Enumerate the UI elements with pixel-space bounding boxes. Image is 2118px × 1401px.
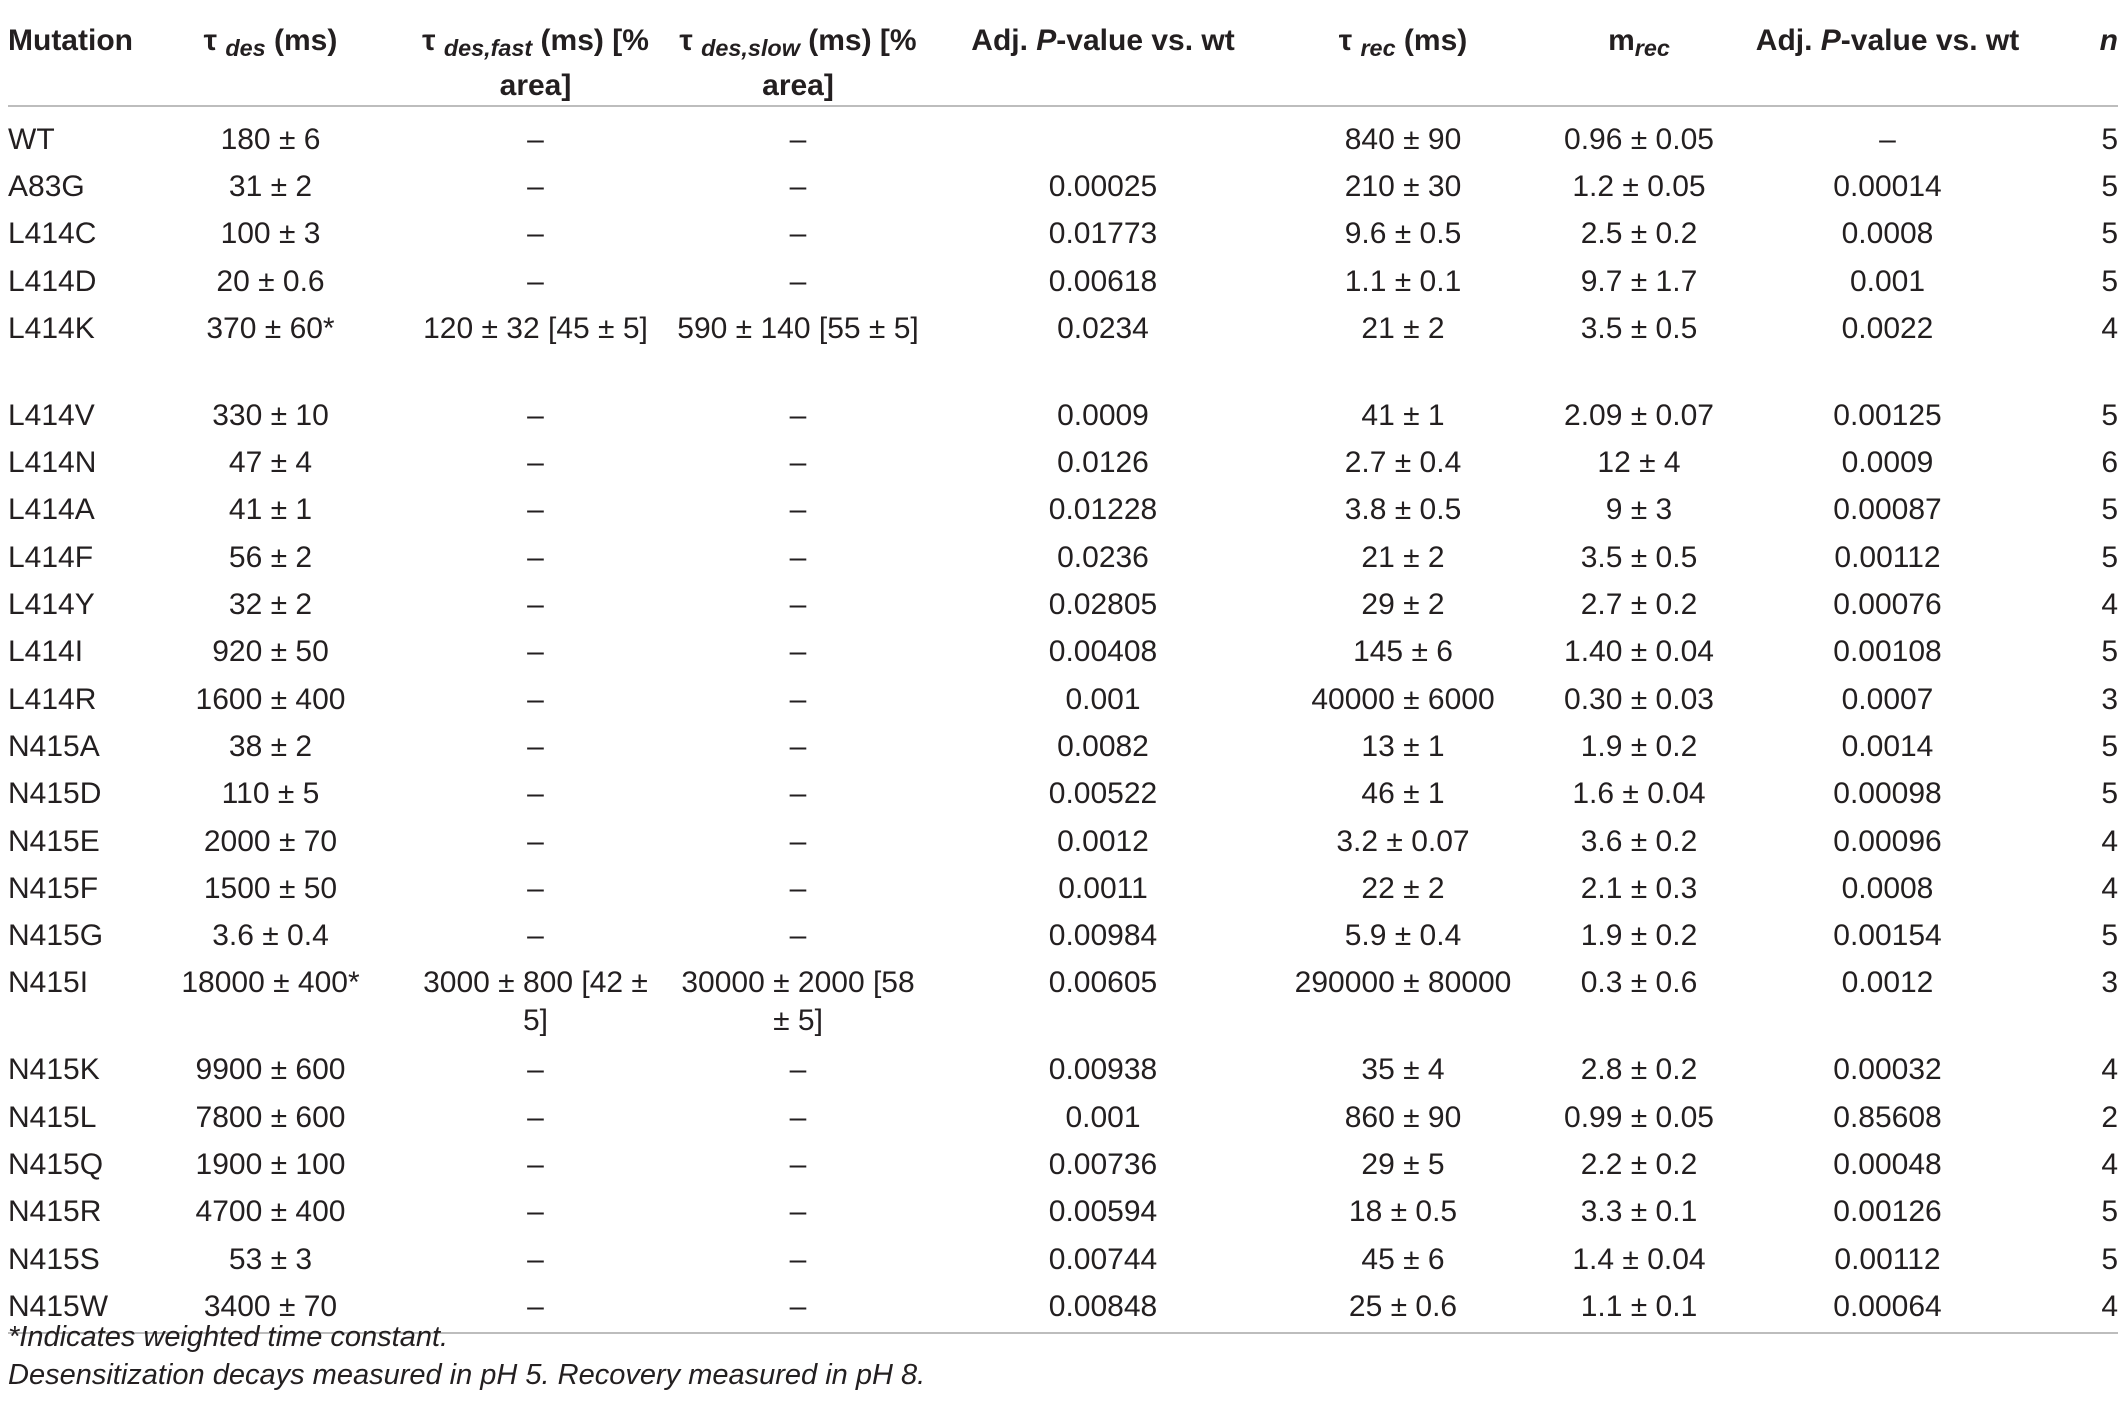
cell-tau-des: 7800 ± 600 [195,1100,346,1134]
cell-tau-rec: 21 ± 2 [1361,311,1445,345]
cell-tau-rec: 40000 ± 6000 [1311,682,1495,716]
cell-tau-des-fast: – [527,446,544,480]
cell-tau-des: 18000 ± 400* [181,966,360,1000]
header-text: (ms) [% area] [499,24,649,102]
cell-tau-des-slow: – [789,871,807,905]
header-text: m [1608,24,1635,57]
cell-adj-p-value-rec: 0.0022 [1841,311,1934,345]
cell-m-rec: 2.5 ± 0.2 [1580,217,1698,251]
cell-mutation: N415W [8,1279,138,1333]
cell-adj-p-value-rec: 0.0008 [1841,871,1934,905]
cell-tau-rec: 41 ± 1 [1361,398,1445,432]
cell-mutation: L414F [8,540,94,574]
header-italic: n [2099,24,2118,57]
header-text: (ms) [% area] [762,24,917,102]
cell-n: 5 [2101,540,2118,574]
cell-tau-des-slow: – [789,1053,807,1087]
header-subscript: rec [1634,34,1670,61]
cell-tau-des-slow: – [789,635,807,669]
cell-mutation: L414Y [8,588,95,622]
cell-m-rec: 0.3 ± 0.6 [1580,966,1698,1000]
cell-tau-rec: 45 ± 6 [1361,1242,1445,1276]
cell-m-rec: 1.6 ± 0.04 [1572,777,1706,811]
cell-tau-rec: 840 ± 90 [1344,123,1462,156]
header-text: τ [679,24,702,57]
cell-adj-p-value-des: 0.00025 [1048,170,1158,203]
cell-adj-p-value-rec: 0.00064 [1750,1279,2025,1333]
cell-mutation: L414C [8,217,97,251]
cell-n: 5 [2101,123,2118,156]
table-row [8,254,2118,301]
cell-adj-p-value-des [928,106,1278,159]
cell-m-rec: 2.8 ± 0.2 [1580,1053,1698,1087]
cell-adj-p-value-rec: – [1879,123,1896,156]
cell-tau-des-fast: – [527,919,544,953]
cell-m-rec: 1.4 ± 0.04 [1572,1242,1706,1276]
cell-tau-des: 110 ± 5 [221,777,320,811]
cell-tau-rec: 35 ± 4 [1361,1053,1445,1087]
cell-tau-des-fast: – [527,777,544,811]
cell-tau-rec: 145 ± 6 [1353,635,1453,669]
cell-tau-des-slow: – [789,540,807,574]
cell-tau-des-slow: – [789,170,807,203]
cell-tau-rec: 13 ± 1 [1361,729,1445,763]
cell-adj-p-value-des: 0.0011 [1058,871,1148,905]
cell-tau-des: 3.6 ± 0.4 [212,919,329,953]
cell-adj-p-value-des: 0.0012 [1057,824,1149,858]
cell-tau-des: 4700 ± 400 [195,1195,346,1229]
cell-m-rec: 1.40 ± 0.04 [1564,635,1714,669]
cell-tau-rec: 3.8 ± 0.5 [1344,493,1462,527]
column-header-tau-des-fast [403,6,668,106]
cell-adj-p-value-des: 0.00736 [1048,1148,1158,1182]
table-row [8,719,2118,766]
cell-mutation: N415G [8,919,104,953]
table-row [8,1090,2118,1137]
cell-n: 4 [2101,1148,2118,1182]
cell-tau-des-slow: – [789,682,807,716]
cell-mutation: N415I [8,966,89,1000]
cell-tau-des-fast: – [527,493,544,527]
cell-adj-p-value-des: 0.00938 [1048,1053,1158,1087]
column-header-tau-des-slow [668,6,928,106]
cell-tau-des-slow: – [668,1279,928,1333]
table-row [8,206,2118,253]
cell-adj-p-value-rec: 0.00032 [1833,1053,1942,1087]
header-italic: P [1036,24,1057,57]
cell-m-rec: 2.2 ± 0.2 [1580,1148,1698,1182]
cell-tau-des-fast: – [403,1279,668,1333]
cell-tau-rec: 210 ± 30 [1344,170,1462,203]
cell-tau-des-slow: – [789,1195,807,1229]
table-body [8,106,2118,1333]
cell-m-rec: 3.5 ± 0.5 [1580,540,1698,574]
table-row [8,482,2118,529]
cell-tau-des-slow: 590 ± 140 [55 ± 5] [677,311,919,345]
cell-adj-p-value-rec: 0.00154 [1833,919,1942,953]
column-header-mutation [8,6,138,106]
cell-tau-rec: 25 ± 0.6 [1278,1279,1528,1333]
cell-m-rec: 12 ± 4 [1597,446,1681,480]
header-text: τ [422,24,444,57]
header-italic: P [1820,24,1841,57]
cell-n: 4 [2025,1279,2118,1333]
cell-n: 4 [2101,1053,2118,1087]
cell-adj-p-value-rec: 0.00098 [1833,777,1942,811]
cell-tau-des-slow: – [789,588,807,622]
cell-adj-p-value-rec: 0.00125 [1833,398,1942,432]
cell-tau-rec: 860 ± 90 [1344,1100,1462,1134]
cell-tau-des-slow: – [789,729,807,763]
cell-mutation: L414K [8,311,95,345]
cell-m-rec: 0.96 ± 0.05 [1564,123,1714,156]
column-header-tau-rec [1278,6,1528,106]
cell-n: 5 [2101,729,2118,763]
cell-tau-des: 20 ± 0.6 [216,264,325,298]
header-text: τ [1338,24,1361,57]
cell-mutation: N415F [8,871,99,905]
cell-mutation: N415D [8,777,102,811]
cell-tau-rec: 3.2 ± 0.07 [1336,824,1470,858]
cell-tau-des-fast: – [527,824,544,858]
cell-adj-p-value-rec: 0.00048 [1833,1148,1942,1182]
cell-mutation: N415L [8,1100,97,1134]
cell-tau-des-fast: – [527,1242,544,1276]
cell-tau-rec: 1.1 ± 0.1 [1344,264,1462,298]
cell-tau-des-slow: – [789,824,807,858]
cell-adj-p-value-des: 0.0236 [1057,540,1149,574]
cell-adj-p-value-des: 0.00594 [1048,1195,1158,1229]
cell-m-rec: 1.1 ± 0.1 [1528,1279,1750,1333]
cell-adj-p-value-des: 0.00848 [928,1279,1278,1333]
cell-tau-des-slow: – [789,446,807,480]
cell-mutation: A83G [8,170,85,203]
cell-mutation: L414I [8,635,84,669]
cell-tau-des: 180 ± 6 [220,123,321,156]
cell-tau-des-slow: – [789,217,807,251]
cell-n: 2 [2101,1100,2118,1134]
table-row [8,955,2118,1042]
cell-adj-p-value-des: 0.00618 [1048,264,1158,298]
cell-tau-rec: 29 ± 2 [1361,588,1445,622]
cell-m-rec: 0.30 ± 0.03 [1564,682,1714,716]
cell-m-rec: 3.3 ± 0.1 [1580,1195,1698,1229]
cell-n: 3 [2101,966,2118,1000]
header-text: (ms) [265,24,338,57]
cell-mutation: N415R [8,1195,102,1229]
cell-tau-rec: 5.9 ± 0.4 [1344,919,1462,953]
cell-tau-des-slow: – [789,493,807,527]
table-row [8,861,2118,908]
header-text: -value vs. wt [1840,24,2020,57]
footnote-weighted: *Indicates weighted time constant. [8,1321,449,1353]
header-text: -value vs. wt [1056,24,1235,57]
header-text: τ [203,24,226,57]
cell-m-rec: 2.1 ± 0.3 [1580,871,1698,905]
header-text: Adj. [971,24,1037,57]
cell-adj-p-value-rec: 0.00112 [1834,540,1941,574]
table-row [8,530,2118,577]
cell-n: 4 [2101,871,2118,905]
cell-m-rec: 9.7 ± 1.7 [1580,264,1698,298]
cell-adj-p-value-des: 0.001 [1065,1100,1141,1134]
cell-tau-des-fast: – [527,635,544,669]
table-row [8,672,2118,719]
cell-tau-rec: 290000 ± 80000 [1294,966,1512,1000]
header-subscript: des [225,34,266,61]
cell-adj-p-value-rec: 0.00096 [1833,824,1942,858]
cell-tau-rec: 18 ± 0.5 [1348,1195,1458,1229]
cell-n: 4 [2101,311,2118,345]
cell-tau-des: 47 ± 4 [228,446,313,480]
cell-tau-des-fast: – [527,540,544,574]
table-header [8,6,2118,106]
cell-tau-des-slow: – [789,919,807,953]
table-row [8,159,2118,206]
cell-tau-des-fast: – [527,170,544,203]
table-row [8,577,2118,624]
table-row [8,301,2118,388]
cell-tau-des: 1900 ± 100 [195,1148,346,1182]
cell-n: 5 [2101,1195,2118,1229]
cell-tau-des-slow: – [789,1148,807,1182]
cell-mutation: L414A [8,493,95,527]
cell-adj-p-value-des: 0.02805 [1048,588,1158,622]
table-footnotes [8,1318,925,1394]
cell-mutation: L414N [8,446,97,480]
cell-mutation: L414R [8,682,97,716]
cell-adj-p-value-rec: 0.0012 [1841,966,1934,1000]
cell-tau-des-fast: – [527,1148,544,1182]
header-text: Adj. [1755,24,1821,57]
cell-adj-p-value-rec: 0.0014 [1841,729,1934,763]
cell-adj-p-value-des: 0.00984 [1048,919,1158,953]
cell-tau-des: 53 ± 3 [228,1242,313,1276]
cell-tau-des: 41 ± 1 [228,493,313,527]
cell-tau-rec: 9.6 ± 0.5 [1344,217,1462,251]
cell-tau-des-fast: – [527,1100,544,1134]
cell-adj-p-value-des: 0.001 [1065,682,1141,716]
cell-adj-p-value-des: 0.01773 [1048,217,1158,251]
cell-adj-p-value-rec: 0.00112 [1834,1242,1941,1276]
table-row [8,1042,2118,1089]
table-row [8,624,2118,671]
cell-m-rec: 3.6 ± 0.2 [1580,824,1698,858]
cell-m-rec: 0.99 ± 0.05 [1564,1100,1714,1134]
cell-n: 4 [2101,824,2118,858]
cell-tau-des: 1600 ± 400 [195,682,346,716]
footnote-conditions: Desensitization decays measured in pH 5. Recovery measured in pH 8. [8,1359,926,1391]
cell-n: 5 [2101,264,2118,298]
cell-tau-des-fast: – [527,1195,544,1229]
mutation-kinetics-table [8,6,2118,1334]
table-row [8,908,2118,955]
cell-tau-des: 9900 ± 600 [195,1053,346,1087]
header-row [8,6,2118,106]
cell-tau-des: 370 ± 60* [206,311,335,345]
table-row [8,766,2118,813]
cell-adj-p-value-rec: 0.00014 [1833,170,1942,203]
cell-adj-p-value-rec: 0.85608 [1833,1100,1942,1134]
cell-adj-p-value-rec: 0.0008 [1841,217,1934,251]
cell-adj-p-value-des: 0.0009 [1057,398,1149,432]
cell-tau-des-fast: – [527,682,544,716]
cell-tau-des-fast: – [527,871,544,905]
cell-tau-des-slow: – [789,398,807,432]
cell-mutation: WT [8,123,55,156]
cell-adj-p-value-des: 0.0082 [1057,729,1149,763]
cell-tau-des-fast: 120 ± 32 [45 ± 5] [423,311,648,345]
cell-mutation: N415S [8,1242,100,1276]
cell-tau-des: 920 ± 50 [212,635,329,669]
cell-tau-des-fast: – [527,588,544,622]
cell-tau-des-fast: – [527,264,544,298]
cell-m-rec: 1.9 ± 0.2 [1580,919,1698,953]
table-row [8,1137,2118,1184]
cell-tau-rec: 21 ± 2 [1361,540,1445,574]
cell-tau-des-fast: – [527,398,544,432]
cell-tau-rec: 46 ± 1 [1361,777,1445,811]
cell-m-rec: 1.9 ± 0.2 [1580,729,1698,763]
cell-mutation: L414D [8,264,97,298]
cell-adj-p-value-rec: 0.00126 [1833,1195,1942,1229]
cell-m-rec: 3.5 ± 0.5 [1580,311,1698,345]
cell-adj-p-value-des: 0.00744 [1048,1242,1158,1276]
cell-tau-des-slow: – [789,264,807,298]
cell-tau-des: 2000 ± 70 [203,824,338,858]
cell-tau-des-fast: 3000 ± 800 [42 ± 5] [423,966,648,1038]
cell-tau-des-slow: 30000 ± 2000 [58 ± 5] [681,966,915,1038]
cell-adj-p-value-des: 0.00605 [1048,966,1158,1000]
cell-n: 5 [2101,919,2118,953]
cell-n: 5 [2101,1242,2118,1276]
cell-tau-des-slow: – [789,123,807,156]
header-text: (ms) [1395,24,1468,57]
table-row [8,435,2118,482]
table-row [8,1232,2118,1279]
header-subscript: rec [1360,34,1396,61]
column-header-n [2025,6,2118,106]
cell-n: 3 [2101,682,2118,716]
cell-mutation: L414V [8,398,95,432]
cell-tau-des: 32 ± 2 [228,588,313,622]
cell-adj-p-value-des: 0.01228 [1048,493,1158,527]
cell-tau-rec: 22 ± 2 [1361,871,1445,905]
cell-m-rec: 9 ± 3 [1605,493,1673,527]
cell-n: 5 [2101,777,2118,811]
header-subscript: des,fast [443,34,533,61]
cell-tau-des: 38 ± 2 [228,729,313,763]
cell-n: 5 [2101,635,2118,669]
cell-adj-p-value-des: 0.0126 [1057,446,1149,480]
column-header-tau-des [138,6,403,106]
cell-adj-p-value-des: 0.0234 [1057,311,1149,345]
cell-tau-des: 3400 ± 70 [138,1279,403,1333]
cell-n: 5 [2101,170,2118,203]
cell-adj-p-value-rec: 0.0007 [1841,682,1934,716]
header-subscript: des,slow [701,34,800,61]
cell-m-rec: 1.2 ± 0.05 [1572,170,1706,203]
cell-tau-des-slow: – [789,1100,807,1134]
cell-tau-des-slow: – [789,1242,807,1276]
cell-tau-des: 1500 ± 50 [203,871,338,905]
cell-n: 5 [2101,217,2118,251]
cell-mutation: N415Q [8,1148,104,1182]
cell-tau-des: 330 ± 10 [212,398,329,432]
cell-tau-des-fast: – [527,1053,544,1087]
cell-tau-des-fast: – [527,217,544,251]
column-header-m-rec [1528,6,1750,106]
cell-mutation: N415E [8,824,100,858]
header-text: Mutation [8,24,133,57]
column-header-adj-p-value-rec [1750,6,2025,106]
cell-m-rec: 2.7 ± 0.2 [1580,588,1698,622]
cell-n: 4 [2101,588,2118,622]
table-row [8,388,2118,435]
cell-adj-p-value-rec: 0.001 [1849,264,1926,298]
cell-tau-rec: 29 ± 5 [1361,1148,1445,1182]
cell-tau-des-fast: – [527,123,544,156]
cell-tau-des: 100 ± 3 [220,217,321,251]
cell-tau-des: 56 ± 2 [228,540,313,574]
cell-mutation: N415A [8,729,100,763]
cell-n: 5 [2101,398,2118,432]
column-header-adj-p-value-des [928,6,1278,106]
cell-n: 5 [2101,493,2118,527]
cell-m-rec: 2.09 ± 0.07 [1564,398,1714,432]
cell-adj-p-value-des: 0.00522 [1048,777,1158,811]
table-row [8,1184,2118,1231]
cell-mutation: N415K [8,1053,100,1087]
cell-adj-p-value-des: 0.00408 [1048,635,1158,669]
cell-adj-p-value-rec: 0.0009 [1841,446,1934,480]
cell-tau-des-slow: – [789,777,807,811]
cell-n: 6 [2101,446,2118,480]
cell-adj-p-value-rec: 0.00108 [1833,635,1942,669]
cell-adj-p-value-rec: 0.00076 [1833,588,1942,622]
cell-tau-des: 31 ± 2 [228,170,313,203]
table-row [8,106,2118,159]
cell-adj-p-value-rec: 0.00087 [1833,493,1942,527]
cell-tau-rec: 2.7 ± 0.4 [1344,446,1462,480]
cell-tau-des-fast: – [527,729,544,763]
table-row [8,814,2118,861]
